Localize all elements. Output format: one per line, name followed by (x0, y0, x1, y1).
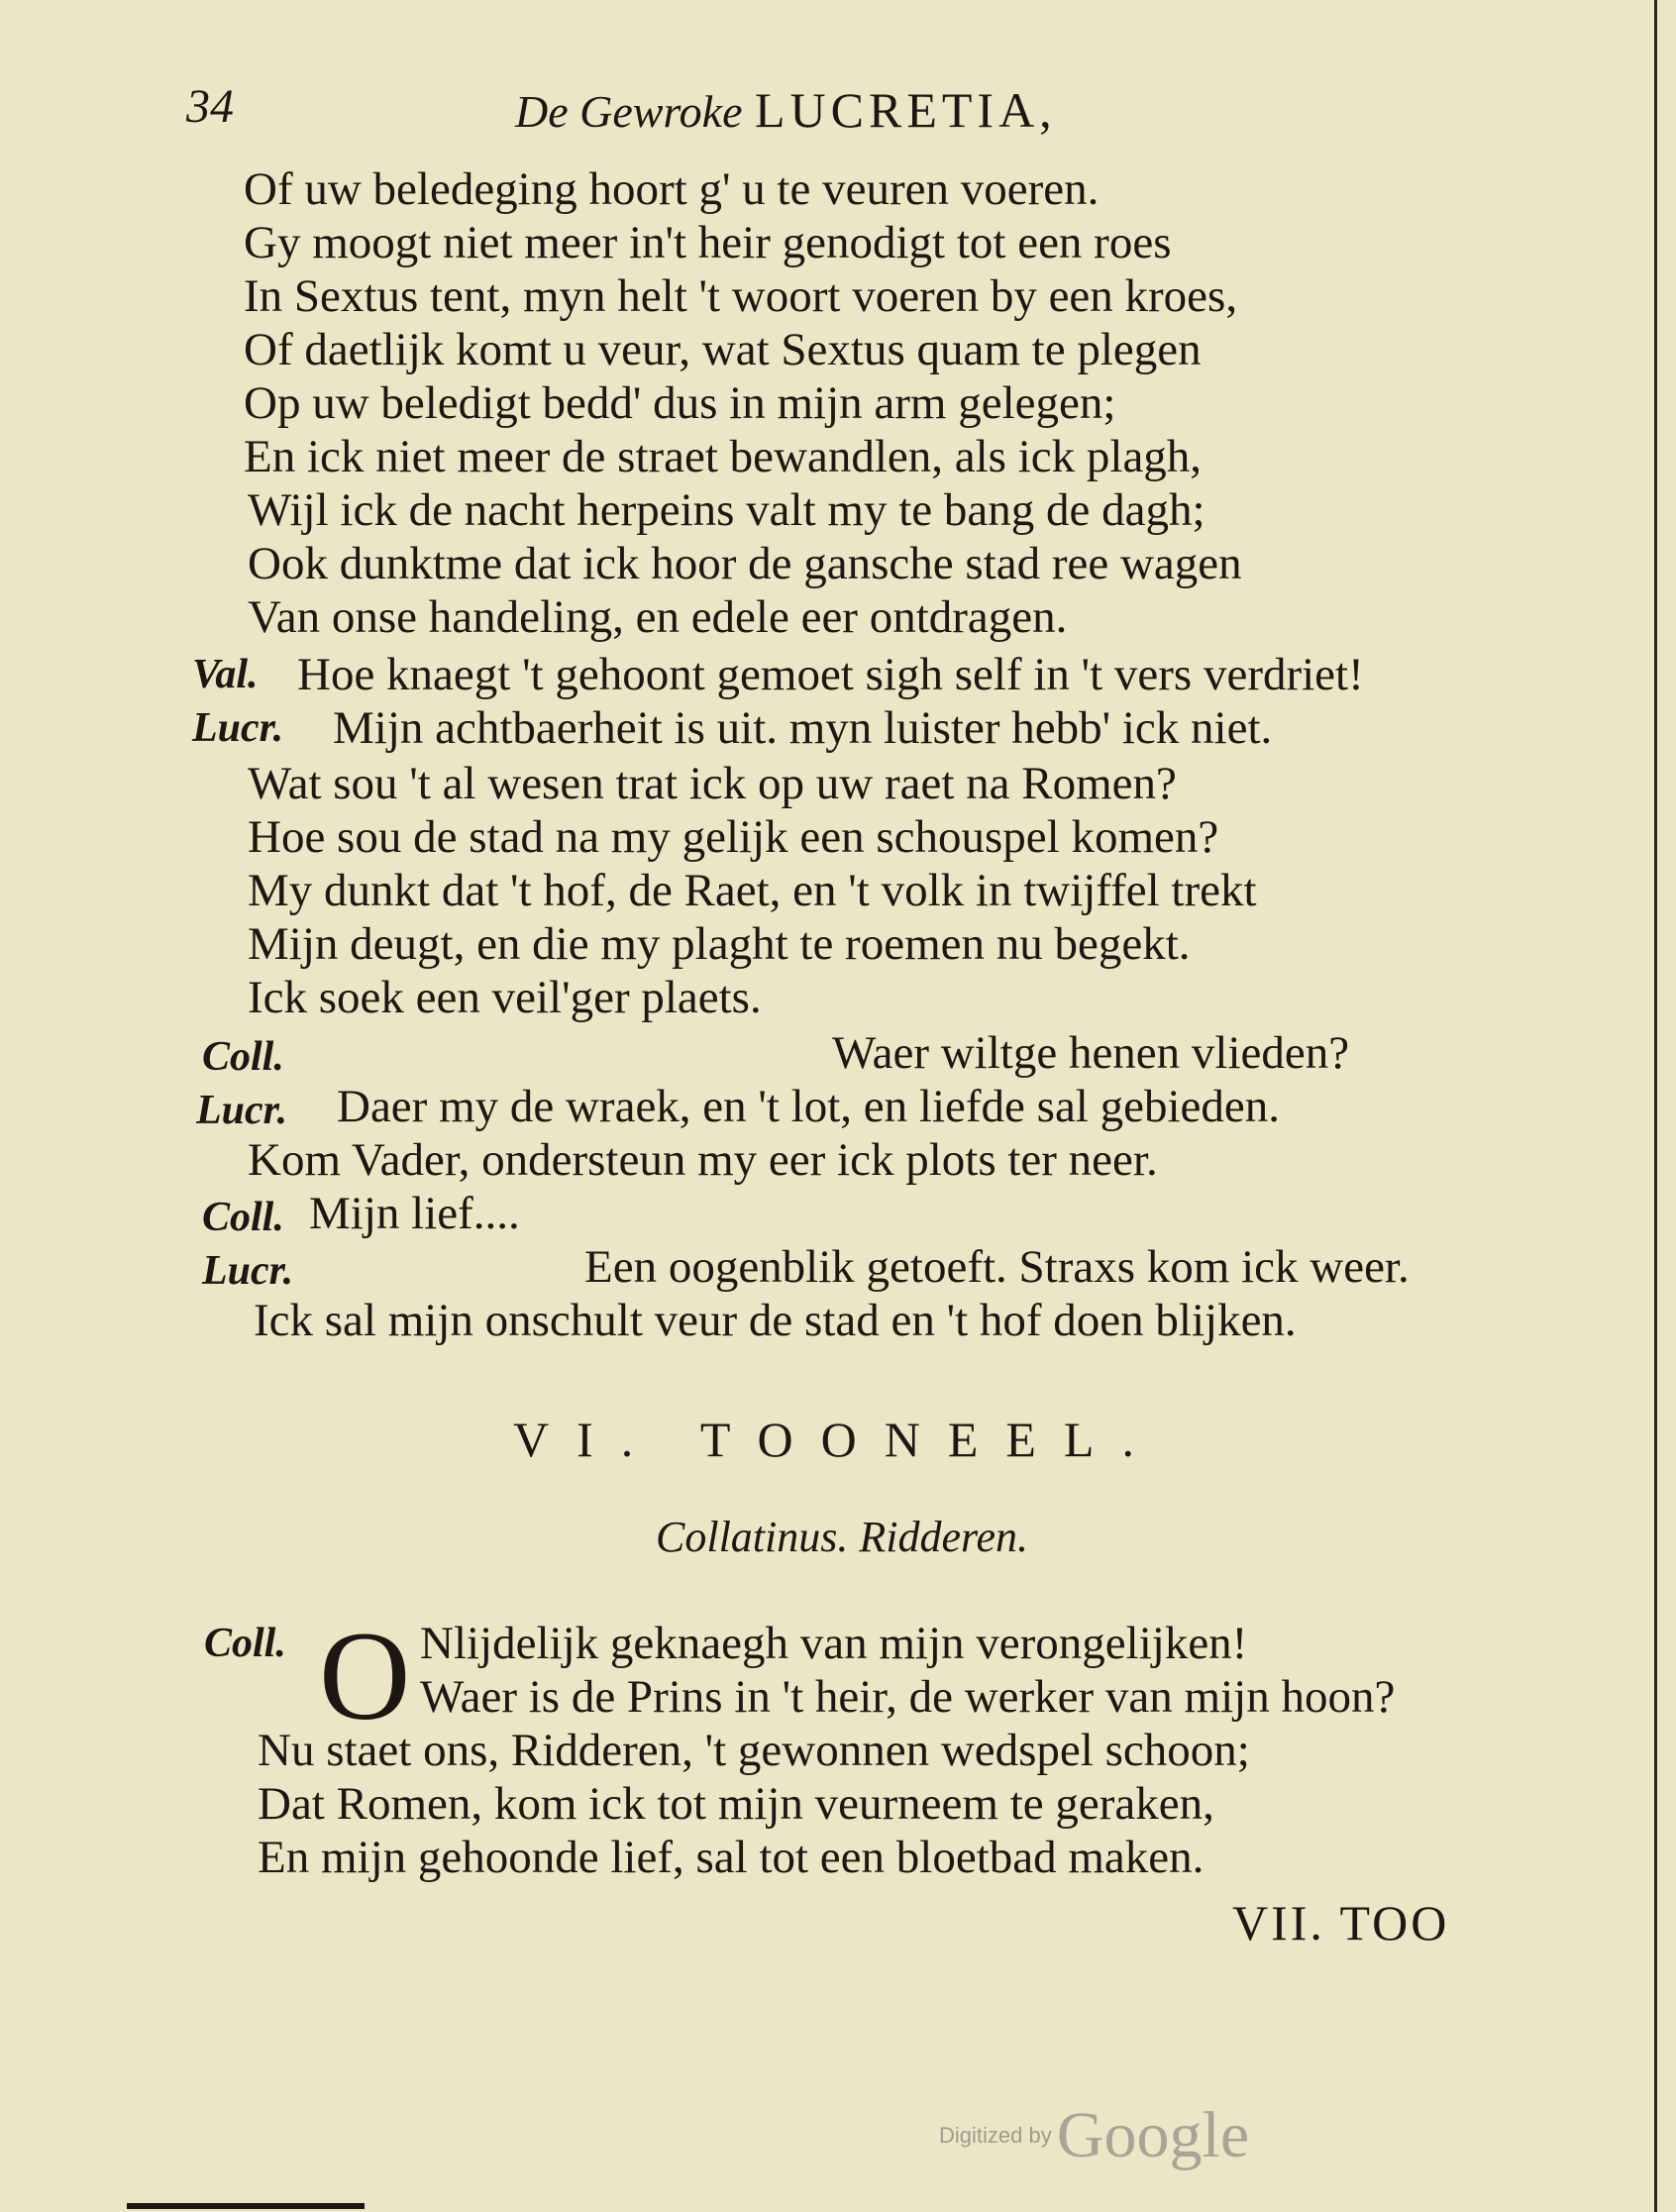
verse-line: Op uw beledigt bedd' dus in mijn arm gelegen; (244, 377, 1116, 429)
watermark-prefix: Digitized by (939, 2123, 1052, 2148)
verse-line: En mijn gehoonde lief, sal tot een bloetbad maken. (258, 1832, 1205, 1883)
verse-line: Ook dunktme dat ick hoor de gansche stad ree wagen (248, 538, 1242, 589)
speaker-label: Coll. (202, 1034, 284, 1080)
verse-line: Mijn deugt, en die my plaght te roemen nu begekt. (248, 918, 1191, 970)
verse-line: Nlijdelijk geknaegh van mijn verongelijken! (420, 1618, 1248, 1669)
speaker-label: Lucr. (192, 705, 284, 751)
digitized-watermark (939, 2098, 1249, 2173)
speaker-label: Val. (192, 652, 259, 697)
running-head-italic: De Gewroke (515, 86, 743, 137)
verse-line: In Sextus tent, myn helt 't woort voeren by een kroes, (244, 270, 1238, 322)
bottom-scan-rule (127, 2203, 365, 2209)
verse-line: Mijn lief.... (309, 1188, 520, 1239)
verse-line: Hoe sou de stad na my gelijk een schouspel komen? (248, 811, 1219, 863)
verse-line: Ick soek een veil'ger plaets. (248, 972, 762, 1023)
verse-line: Kom Vader, ondersteun my eer ick plots ter neer. (248, 1134, 1158, 1186)
verse-line: Een oogenblik getoeft. Straxs kom ick weer. (584, 1241, 1410, 1293)
speaker-label: Lucr. (196, 1088, 288, 1133)
speaker-label: Coll. (204, 1621, 286, 1666)
verse-line: Dat Romen, kom ick tot mijn veurneem te geraken, (258, 1778, 1214, 1830)
scene-heading: VI. TOONEEL. (513, 1412, 1162, 1467)
running-head (515, 81, 1057, 139)
verse-line: Hoe knaegt 't gehoont gemoet sigh self in 't vers verdriet! (297, 649, 1364, 700)
catchword: VII. TOO (1232, 1895, 1450, 1950)
verse-line: Gy moogt niet meer in't heir genodigt tot een roes (244, 217, 1172, 268)
speaker-label: Lucr. (202, 1248, 294, 1294)
verse-line: Wijl ick de nacht herpeins valt my te bang de dagh; (248, 484, 1205, 536)
page-number: 34 (186, 80, 234, 133)
scene-persons: Collatinus. Ridderen. (656, 1513, 1029, 1561)
verse-line: Daer my de wraek, en 't lot, en liefde sal gebieden. (337, 1081, 1281, 1132)
verse-line: Waer is de Prins in 't heir, de werker van mijn hoon? (420, 1671, 1396, 1723)
verse-line: Of uw beledeging hoort g' u te veuren voeren. (244, 163, 1100, 215)
running-head-caps: LUCRETIA, (754, 82, 1057, 138)
page-edge-rule (1654, 0, 1657, 2212)
drop-capital: O (319, 1606, 411, 1746)
verse-line: My dunkt dat 't hof, de Raet, en 't volk in twijffel trekt (248, 865, 1257, 916)
speaker-label: Coll. (202, 1195, 284, 1240)
verse-line: Waer wiltge henen vlieden? (832, 1027, 1350, 1079)
verse-line: Van onse handeling, en edele eer ontdragen. (248, 591, 1068, 643)
verse-line: Mijn achtbaerheit is uit. myn luister hebb' ick niet. (333, 702, 1273, 754)
verse-line: Of daetlijk komt u veur, wat Sextus quam te plegen (244, 324, 1202, 375)
verse-line: Wat sou 't al wesen trat ick op uw raet na Romen? (248, 758, 1177, 809)
verse-line: Nu staet ons, Ridderen, 't gewonnen wedspel schoon; (258, 1725, 1250, 1776)
verse-line: En ick niet meer de straet bewandlen, als ick plagh, (244, 431, 1203, 482)
verse-line: Ick sal mijn onschult veur de stad en 't hof doen blijken. (254, 1295, 1297, 1346)
google-logo: Google (1056, 2099, 1250, 2171)
